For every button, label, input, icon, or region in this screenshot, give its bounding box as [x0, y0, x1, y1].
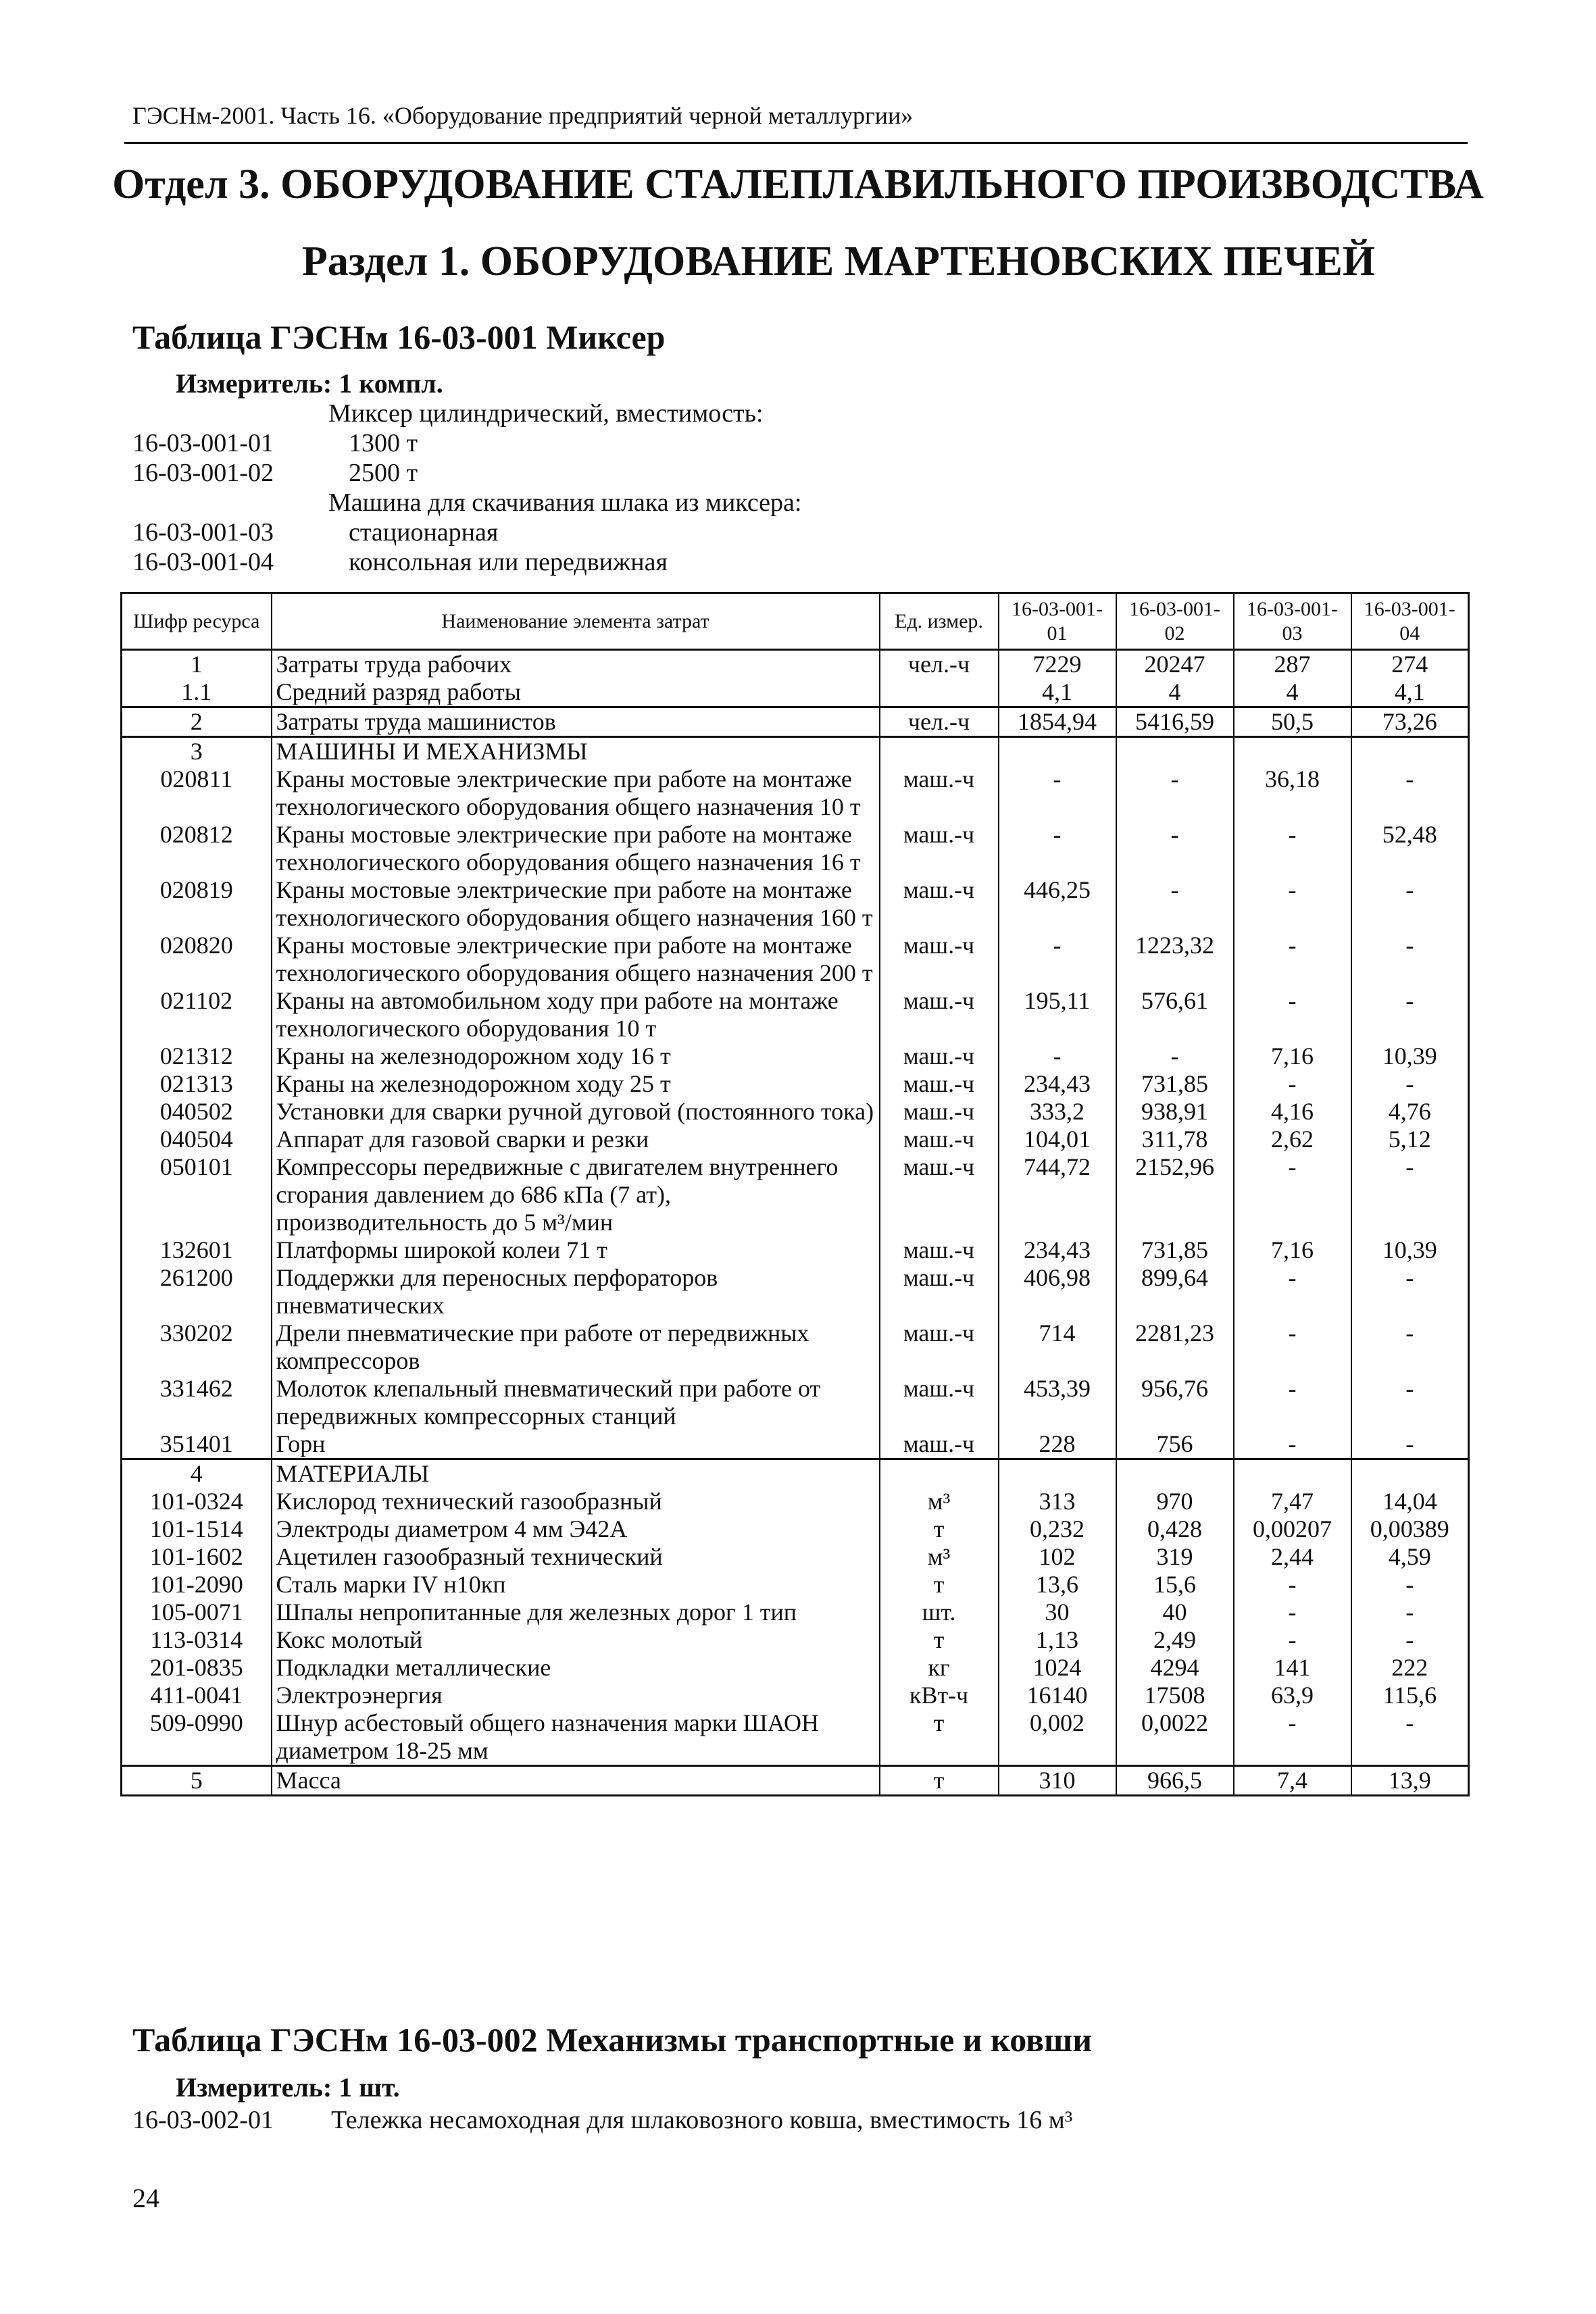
- cell-code: 201-0835: [122, 1654, 272, 1682]
- table-row: [122, 707, 1469, 737]
- definition-text: 1300 т: [349, 429, 418, 457]
- cell-v3: 0,00207: [1234, 1515, 1351, 1543]
- cell-v1: 0,232: [999, 1515, 1116, 1543]
- cell-unit: [880, 737, 999, 766]
- cell-unit: маш.-ч: [880, 1264, 999, 1319]
- cell-name: Электроды диаметром 4 мм Э42А: [272, 1515, 880, 1543]
- cell-v1: 714: [999, 1319, 1116, 1375]
- cell-v2: 15,6: [1116, 1571, 1234, 1599]
- definition-code: 16-03-001-04: [132, 548, 274, 576]
- cell-v1: 104,01: [999, 1126, 1116, 1153]
- cell-v4: -: [1351, 1430, 1469, 1459]
- cell-v3: -: [1234, 1599, 1351, 1626]
- cell-v4: -: [1351, 932, 1469, 987]
- col-header-c4: 16-03-001-04: [1351, 593, 1469, 650]
- cell-unit: маш.-ч: [880, 765, 999, 821]
- cell-v3: [1234, 737, 1351, 766]
- cell-v2: 731,85: [1116, 1236, 1234, 1264]
- cell-v1: 13,6: [999, 1571, 1116, 1599]
- cell-unit: маш.-ч: [880, 1319, 999, 1375]
- cell-code: 509-0990: [122, 1709, 272, 1766]
- cell-v3: -: [1234, 932, 1351, 987]
- cell-v3: 4,16: [1234, 1098, 1351, 1126]
- table-row: [122, 1098, 1469, 1126]
- cell-v2: 1223,32: [1116, 932, 1234, 987]
- table-row: [122, 1654, 1469, 1682]
- cell-v1: 4,1: [999, 678, 1116, 707]
- cell-unit: чел.-ч: [880, 707, 999, 737]
- cell-unit: шт.: [880, 1599, 999, 1626]
- cell-v4: 4,59: [1351, 1543, 1469, 1571]
- cell-name: Кислород технический газообразный: [272, 1488, 880, 1515]
- cell-code: 1.1: [122, 678, 272, 707]
- cell-v2: 576,61: [1116, 987, 1234, 1042]
- cell-v3: 4: [1234, 678, 1351, 707]
- cell-unit: маш.-ч: [880, 1042, 999, 1070]
- cell-v3: [1234, 1459, 1351, 1488]
- cell-unit: т: [880, 1571, 999, 1599]
- cell-code: 020812: [122, 821, 272, 876]
- cell-code: 330202: [122, 1319, 272, 1375]
- cell-v1: 1024: [999, 1654, 1116, 1682]
- cell-v2: 2152,96: [1116, 1153, 1234, 1236]
- cell-v3: 2,62: [1234, 1126, 1351, 1153]
- table-row: [122, 650, 1469, 679]
- cell-unit: маш.-ч: [880, 932, 999, 987]
- cell-v3: -: [1234, 1264, 1351, 1319]
- cell-v3: 36,18: [1234, 765, 1351, 821]
- cell-code: 132601: [122, 1236, 272, 1264]
- cell-v3: -: [1234, 987, 1351, 1042]
- cell-v4: -: [1351, 1319, 1469, 1375]
- cell-unit: кг: [880, 1654, 999, 1682]
- cell-name: Краны на автомобильном ходу при работе на монтаже технологического оборудования 10 т: [272, 987, 880, 1042]
- cell-v1: 446,25: [999, 876, 1116, 932]
- cell-name: Масса: [272, 1766, 880, 1796]
- cell-v4: 274: [1351, 650, 1469, 679]
- cell-v1: 453,39: [999, 1375, 1116, 1430]
- cell-v1: 1,13: [999, 1626, 1116, 1654]
- cell-v1: 234,43: [999, 1070, 1116, 1098]
- cell-name: Краны мостовые электрические при работе на монтаже технологического оборудования общего назначения 160 т: [272, 876, 880, 932]
- cell-name: Дрели пневматические при работе от передвижных компрессоров: [272, 1319, 880, 1375]
- cell-name: Горн: [272, 1430, 880, 1459]
- cell-v2: 0,0022: [1116, 1709, 1234, 1766]
- table2-code: 16-03-002-01: [132, 2106, 274, 2134]
- cell-name: Краны на железнодорожном ходу 16 т: [272, 1042, 880, 1070]
- page-number: 24: [132, 2183, 159, 2213]
- definition-text: стационарная: [349, 518, 499, 547]
- cell-unit: маш.-ч: [880, 1236, 999, 1264]
- cell-code: 113-0314: [122, 1626, 272, 1654]
- cell-v2: -: [1116, 876, 1234, 932]
- table-row: [122, 1515, 1469, 1543]
- table-row: [122, 1430, 1469, 1459]
- cell-unit: маш.-ч: [880, 1375, 999, 1430]
- cell-v1: 406,98: [999, 1264, 1116, 1319]
- cell-code: 020819: [122, 876, 272, 932]
- cell-v1: 234,43: [999, 1236, 1116, 1264]
- cell-unit: маш.-ч: [880, 987, 999, 1042]
- cell-code: 411-0041: [122, 1682, 272, 1709]
- cell-v3: -: [1234, 1709, 1351, 1766]
- definition-code: 16-03-001-02: [132, 459, 274, 487]
- cell-unit: чел.-ч: [880, 650, 999, 679]
- cell-v3: 141: [1234, 1654, 1351, 1682]
- cell-v2: [1116, 1459, 1234, 1488]
- cell-v4: 52,48: [1351, 821, 1469, 876]
- group1-heading: Миксер цилиндрический, вместимость:: [328, 399, 764, 428]
- table2-title: Таблица ГЭСНм 16-03-002 Механизмы транспортные и ковши: [132, 2021, 1093, 2059]
- cell-unit: маш.-ч: [880, 1126, 999, 1153]
- cell-unit: маш.-ч: [880, 1098, 999, 1126]
- cell-v4: 0,00389: [1351, 1515, 1469, 1543]
- table-row: [122, 1682, 1469, 1709]
- cell-name: Поддержки для переносных перфораторов пневматических: [272, 1264, 880, 1319]
- cell-v1: -: [999, 932, 1116, 987]
- cell-v4: 10,39: [1351, 1236, 1469, 1264]
- cell-v3: -: [1234, 1070, 1351, 1098]
- cell-unit: маш.-ч: [880, 1430, 999, 1459]
- cell-unit: т: [880, 1766, 999, 1796]
- cell-v2: -: [1116, 765, 1234, 821]
- cell-v3: 287: [1234, 650, 1351, 679]
- cell-code: 021313: [122, 1070, 272, 1098]
- cell-v2: 40: [1116, 1599, 1234, 1626]
- cell-unit: т: [880, 1709, 999, 1766]
- cell-name: Краны на железнодорожном ходу 25 т: [272, 1070, 880, 1098]
- cell-v4: -: [1351, 1599, 1469, 1626]
- table-row: [122, 1459, 1469, 1488]
- cell-v2: 2,49: [1116, 1626, 1234, 1654]
- cell-code: 021312: [122, 1042, 272, 1070]
- cell-code: 101-0324: [122, 1488, 272, 1515]
- cell-v3: 63,9: [1234, 1682, 1351, 1709]
- cell-name: МАТЕРИАЛЫ: [272, 1459, 880, 1488]
- group2-heading: Машина для скачивания шлака из миксера:: [328, 488, 802, 517]
- cell-code: 101-1602: [122, 1543, 272, 1571]
- cell-v1: 195,11: [999, 987, 1116, 1042]
- cell-code: 5: [122, 1766, 272, 1796]
- table-row: [122, 1571, 1469, 1599]
- table-row: [122, 987, 1469, 1042]
- cell-v4: -: [1351, 1709, 1469, 1766]
- cell-v2: 4: [1116, 678, 1234, 707]
- cell-name: Шпалы непропитанные для железных дорог 1 тип: [272, 1599, 880, 1626]
- definition-text: консольная или передвижная: [349, 548, 668, 576]
- cell-v2: 966,5: [1116, 1766, 1234, 1796]
- table-row: [122, 1626, 1469, 1654]
- cell-name: Платформы широкой колеи 71 т: [272, 1236, 880, 1264]
- department-title: Отдел 3. ОБОРУДОВАНИЕ СТАЛЕПЛАВИЛЬНОГО ПРОИЗВОДСТВА: [112, 161, 1484, 207]
- definition-text: 2500 т: [349, 459, 418, 487]
- cell-unit: [880, 678, 999, 707]
- cell-code: 351401: [122, 1430, 272, 1459]
- cell-name: Затраты труда рабочих: [272, 650, 880, 679]
- cell-name: Аппарат для газовой сварки и резки: [272, 1126, 880, 1153]
- cell-v2: 938,91: [1116, 1098, 1234, 1126]
- cell-v2: 756: [1116, 1430, 1234, 1459]
- col-header-name: Наименование элемента затрат: [272, 593, 880, 650]
- table-header-row: [122, 593, 1469, 650]
- cell-unit: маш.-ч: [880, 821, 999, 876]
- col-header-c2: 16-03-001-02: [1116, 593, 1234, 650]
- cell-name: Молоток клепальный пневматический при работе от передвижных компрессорных станций: [272, 1375, 880, 1430]
- cell-code: 020811: [122, 765, 272, 821]
- cell-v2: [1116, 737, 1234, 766]
- cell-v2: 970: [1116, 1488, 1234, 1515]
- table-row: [122, 1236, 1469, 1264]
- cell-v1: 1854,94: [999, 707, 1116, 737]
- cell-v3: 2,44: [1234, 1543, 1351, 1571]
- cell-v1: 0,002: [999, 1709, 1116, 1766]
- section-title: Раздел 1. ОБОРУДОВАНИЕ МАРТЕНОВСКИХ ПЕЧЕЙ: [301, 238, 1376, 284]
- table-row: [122, 1319, 1469, 1375]
- cell-v2: -: [1116, 1042, 1234, 1070]
- cell-code: 040502: [122, 1098, 272, 1126]
- cell-v1: 30: [999, 1599, 1116, 1626]
- table-row: [122, 821, 1469, 876]
- cell-code: 2: [122, 707, 272, 737]
- table1-meter: Измеритель: 1 компл.: [176, 368, 443, 399]
- cell-unit: м³: [880, 1488, 999, 1515]
- cell-v3: -: [1234, 1319, 1351, 1375]
- header-rule: [124, 142, 1468, 144]
- cell-v4: 73,26: [1351, 707, 1469, 737]
- cell-unit: [880, 1459, 999, 1488]
- table-row: [122, 1264, 1469, 1319]
- cell-name: Краны мостовые электрические при работе на монтаже технологического оборудования общего назначения 200 т: [272, 932, 880, 987]
- table-row: [122, 678, 1469, 707]
- cell-name: Шнур асбестовый общего назначения марки ШАОН диаметром 18-25 мм: [272, 1709, 880, 1766]
- col-header-c3: 16-03-001-03: [1234, 593, 1351, 650]
- cell-code: 050101: [122, 1153, 272, 1236]
- cell-v3: -: [1234, 1430, 1351, 1459]
- table-row: [122, 1126, 1469, 1153]
- table2-meter: Измеритель: 1 шт.: [176, 2072, 400, 2103]
- cell-v2: 0,428: [1116, 1515, 1234, 1543]
- cell-v2: 17508: [1116, 1682, 1234, 1709]
- cell-v4: 13,9: [1351, 1766, 1469, 1796]
- cell-v4: 14,04: [1351, 1488, 1469, 1515]
- cell-unit: маш.-ч: [880, 1070, 999, 1098]
- table-row: [122, 1599, 1469, 1626]
- cell-v1: 313: [999, 1488, 1116, 1515]
- cell-v4: -: [1351, 1070, 1469, 1098]
- cell-code: 261200: [122, 1264, 272, 1319]
- cell-v3: -: [1234, 1153, 1351, 1236]
- cell-v1: -: [999, 1042, 1116, 1070]
- definition-code: 16-03-001-01: [132, 429, 274, 457]
- table-row: [122, 1488, 1469, 1515]
- cell-v1: 7229: [999, 650, 1116, 679]
- cell-name: Средний разряд работы: [272, 678, 880, 707]
- cell-v3: -: [1234, 876, 1351, 932]
- cell-v4: [1351, 1459, 1469, 1488]
- table-row: [122, 1153, 1469, 1236]
- resource-table: [120, 592, 1470, 1796]
- cell-v2: 5416,59: [1116, 707, 1234, 737]
- cell-v4: -: [1351, 1626, 1469, 1654]
- cell-v3: 7,16: [1234, 1042, 1351, 1070]
- cell-v4: [1351, 737, 1469, 766]
- cell-v1: 102: [999, 1543, 1116, 1571]
- cell-v3: 7,47: [1234, 1488, 1351, 1515]
- cell-v4: 222: [1351, 1654, 1469, 1682]
- table-row: [122, 876, 1469, 932]
- cell-code: 1: [122, 650, 272, 679]
- cell-name: Сталь марки IV н10кп: [272, 1571, 880, 1599]
- cell-v3: 7,16: [1234, 1236, 1351, 1264]
- cell-code: 040504: [122, 1126, 272, 1153]
- cell-v4: -: [1351, 1375, 1469, 1430]
- cell-v1: [999, 1459, 1116, 1488]
- cell-unit: маш.-ч: [880, 876, 999, 932]
- cell-v4: 4,76: [1351, 1098, 1469, 1126]
- cell-v4: 4,1: [1351, 678, 1469, 707]
- cell-name: Установки для сварки ручной дуговой (постоянного тока): [272, 1098, 880, 1126]
- running-header: ГЭСНм-2001. Часть 16. «Оборудование предприятий черной металлургии»: [132, 102, 914, 129]
- cell-v2: 731,85: [1116, 1070, 1234, 1098]
- cell-v1: -: [999, 765, 1116, 821]
- cell-unit: т: [880, 1626, 999, 1654]
- cell-v1: 310: [999, 1766, 1116, 1796]
- table-row: [122, 1042, 1469, 1070]
- cell-v4: -: [1351, 1153, 1469, 1236]
- table-row: [122, 1543, 1469, 1571]
- cell-name: Электроэнергия: [272, 1682, 880, 1709]
- cell-unit: м³: [880, 1543, 999, 1571]
- cell-name: Краны мостовые электрические при работе на монтаже технологического оборудования общего назначения 10 т: [272, 765, 880, 821]
- cell-v4: 5,12: [1351, 1126, 1469, 1153]
- cell-v4: -: [1351, 1264, 1469, 1319]
- cell-code: 101-2090: [122, 1571, 272, 1599]
- table-row: [122, 1709, 1469, 1766]
- cell-v3: 7,4: [1234, 1766, 1351, 1796]
- cell-code: 020820: [122, 932, 272, 987]
- cell-v4: -: [1351, 1571, 1469, 1599]
- cell-v1: 228: [999, 1430, 1116, 1459]
- cell-name: Кокс молотый: [272, 1626, 880, 1654]
- cell-v2: 956,76: [1116, 1375, 1234, 1430]
- cell-unit: кВт-ч: [880, 1682, 999, 1709]
- cell-v2: 319: [1116, 1543, 1234, 1571]
- cell-v2: 311,78: [1116, 1126, 1234, 1153]
- cell-v3: -: [1234, 1571, 1351, 1599]
- cell-code: 331462: [122, 1375, 272, 1430]
- table-row: [122, 1375, 1469, 1430]
- cell-unit: т: [880, 1515, 999, 1543]
- cell-v2: 899,64: [1116, 1264, 1234, 1319]
- cell-v2: -: [1116, 821, 1234, 876]
- cell-name: Подкладки металлические: [272, 1654, 880, 1682]
- cell-v2: 4294: [1116, 1654, 1234, 1682]
- cell-name: МАШИНЫ И МЕХАНИЗМЫ: [272, 737, 880, 766]
- cell-v3: -: [1234, 821, 1351, 876]
- cell-code: 105-0071: [122, 1599, 272, 1626]
- cell-v2: 2281,23: [1116, 1319, 1234, 1375]
- cell-v3: -: [1234, 1375, 1351, 1430]
- cell-name: Краны мостовые электрические при работе на монтаже технологического оборудования общего назначения 16 т: [272, 821, 880, 876]
- col-header-code: Шифр ресурса: [122, 593, 272, 650]
- col-header-unit: Ед. измер.: [880, 593, 999, 650]
- cell-name: Ацетилен газообразный технический: [272, 1543, 880, 1571]
- definition-code: 16-03-001-03: [132, 518, 274, 547]
- cell-code: 3: [122, 737, 272, 766]
- cell-name: Компрессоры передвижные с двигателем внутреннего сгорания давлением до 686 кПа (7 ат), производительность до 5 м³/мин: [272, 1153, 880, 1236]
- table2-text: Тележка несамоходная для шлаковозного ковша, вместимость 16 м³: [331, 2106, 1073, 2134]
- cell-v1: 333,2: [999, 1098, 1116, 1126]
- cell-v4: 115,6: [1351, 1682, 1469, 1709]
- cell-unit: маш.-ч: [880, 1153, 999, 1236]
- cell-code: 021102: [122, 987, 272, 1042]
- table-row: [122, 1766, 1469, 1796]
- cell-v4: 10,39: [1351, 1042, 1469, 1070]
- table-row: [122, 1070, 1469, 1098]
- cell-name: Затраты труда машинистов: [272, 707, 880, 737]
- table-row: [122, 932, 1469, 987]
- cell-v4: -: [1351, 987, 1469, 1042]
- cell-code: 101-1514: [122, 1515, 272, 1543]
- cell-v4: -: [1351, 876, 1469, 932]
- cell-v1: 16140: [999, 1682, 1116, 1709]
- cell-v1: -: [999, 821, 1116, 876]
- cell-code: 4: [122, 1459, 272, 1488]
- cell-v4: -: [1351, 765, 1469, 821]
- cell-v3: -: [1234, 1626, 1351, 1654]
- cell-v1: 744,72: [999, 1153, 1116, 1236]
- table-row: [122, 737, 1469, 766]
- col-header-c1: 16-03-001-01: [999, 593, 1116, 650]
- cell-v1: [999, 737, 1116, 766]
- cell-v3: 50,5: [1234, 707, 1351, 737]
- table1-title: Таблица ГЭСНм 16-03-001 Миксер: [132, 318, 666, 356]
- table-row: [122, 765, 1469, 821]
- cell-v2: 20247: [1116, 650, 1234, 679]
